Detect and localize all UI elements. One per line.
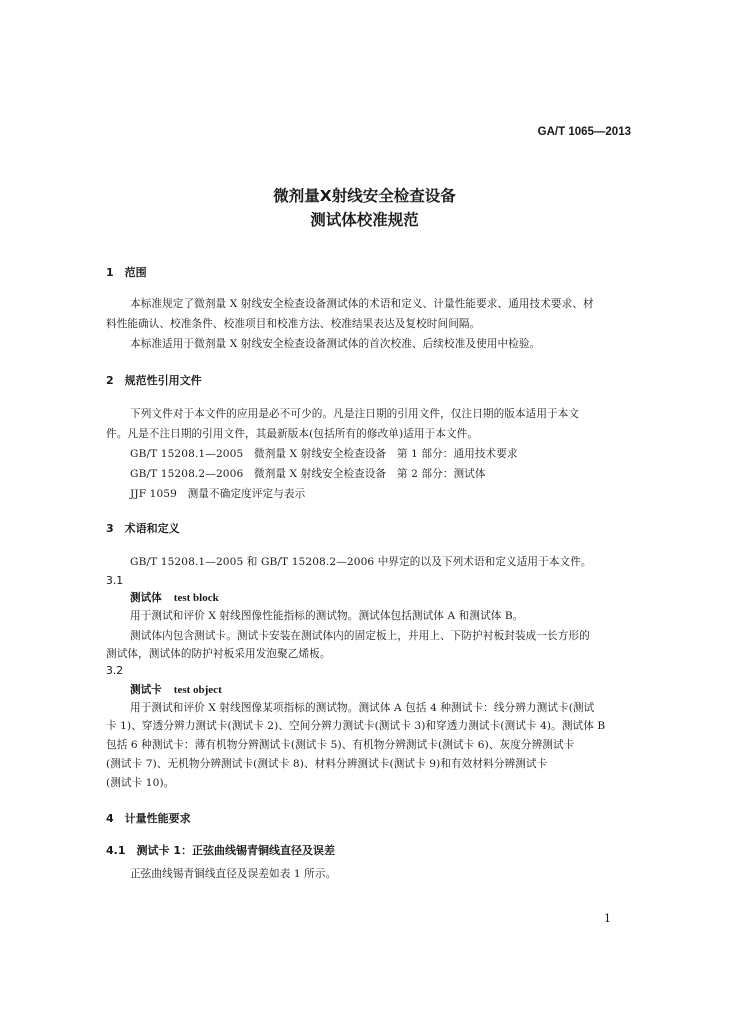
term-3-1-definition: 用于测试和评价 X 射线图像性能指标的测试物。测试体包括测试体 A 和测试体 B。 <box>130 610 524 622</box>
section-2-heading: 2 规范性引用文件 <box>106 374 202 387</box>
section-4-1-heading: 4.1 测试卡 1：正弦曲线锡青铜线直径及误差 <box>106 844 335 857</box>
section-1-para-1a: 本标准规定了微剂量 X 射线安全检查设备测试体的术语和定义、计量性能要求、通用技术要求、材 <box>130 298 594 310</box>
section-2-para-1a: 下列文件对于本文件的应用是必不可少的。凡是注日期的引用文件，仅注日期的版本适用于本文 <box>130 408 580 420</box>
document-title-line1: 微剂量X射线安全检查设备 <box>273 187 456 205</box>
section-2-para-1b: 件。凡是不注日期的引用文件，其最新版本(包括所有的修改单)适用于本文件。 <box>106 428 479 440</box>
term-3-1-note-b: 测试体，测试体的防护衬板采用发泡聚乙烯板。 <box>106 648 331 660</box>
term-3-2-definition-c: 包括 6 种测试卡：薄有机物分辨测试卡(测试卡 5)、有机物分辨测试卡(测试卡 6)、灰度分辨测试卡 <box>106 739 575 751</box>
term-3-1-zh: 测试体 <box>130 592 162 604</box>
term-3-1-note-a: 测试体内包含测试卡。测试卡安装在测试体内的固定板上，并用上、下防护衬板封装成一长方形的 <box>130 630 590 642</box>
page-number: 1 <box>604 912 611 925</box>
term-3-1-number: 3.1 <box>106 574 124 587</box>
term-3-2-number: 3.2 <box>106 664 124 677</box>
section-1-para-1b: 料性能确认、校准条件、校准项目和校准方法、校准结果表达及复校时间间隔。 <box>106 318 481 330</box>
document-title-line2: 测试体校准规范 <box>310 211 419 229</box>
term-3-2-definition-d: (测试卡 7)、无机物分辨测试卡(测试卡 8)、材料分辨测试卡(测试卡 9)和有效材料分辨测试卡 <box>106 758 548 770</box>
section-4-1-para: 正弦曲线锡青铜线直径及误差如表 1 所示。 <box>130 868 337 880</box>
section-1-heading: 1 范围 <box>106 266 147 279</box>
section-3-heading: 3 术语和定义 <box>106 522 180 535</box>
section-1-para-2: 本标准适用于微剂量 X 射线安全检查设备测试体的首次校准、后续校准及使用中检验。 <box>130 338 541 350</box>
reference-1: GB/T 15208.1—2005 微剂量 X 射线安全检查设备 第 1 部分：通用技术要求 <box>130 448 518 460</box>
term-3-2 <box>130 682 222 697</box>
term-3-1-en: test block <box>173 592 219 604</box>
term-3-1 <box>130 590 219 605</box>
term-3-2-en: test object <box>173 684 222 696</box>
term-3-2-definition-a: 用于测试和评价 X 射线图像某项指标的测试物。测试体 A 包括 4 种测试卡：线分辨力测试卡(测试 <box>130 702 595 714</box>
term-3-2-definition-b: 卡 1)、穿透分辨力测试卡(测试卡 2)、空间分辨力测试卡(测试卡 3)和穿透力测试卡(测试卡 4)。测试体 B <box>106 720 606 732</box>
section-3-para-1: GB/T 15208.1—2005 和 GB/T 15208.2—2006 中界定的以及下列术语和定义适用于本文件。 <box>130 556 592 568</box>
term-3-2-definition-e: (测试卡 10)。 <box>106 777 175 789</box>
section-4-heading: 4 计量性能要求 <box>106 812 191 825</box>
reference-3: JJF 1059 测量不确定度评定与表示 <box>130 488 306 500</box>
term-3-2-zh: 测试卡 <box>130 684 162 696</box>
standard-number: GA/T 1065—2013 <box>537 126 631 138</box>
reference-2: GB/T 15208.2—2006 微剂量 X 射线安全检查设备 第 2 部分：测试体 <box>130 468 486 480</box>
